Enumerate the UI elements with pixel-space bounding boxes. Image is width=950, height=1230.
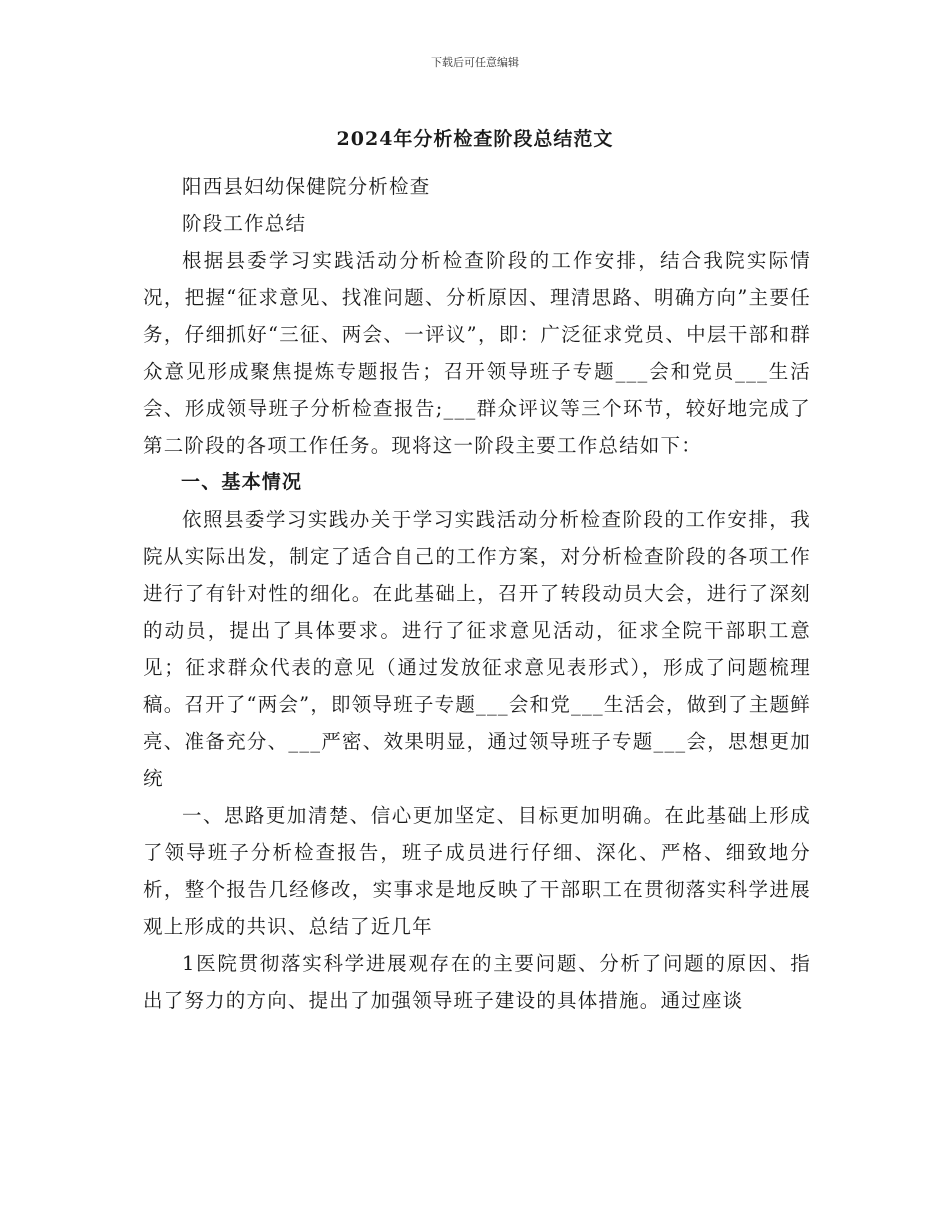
document-body: [143, 168, 811, 1019]
paragraph-subtitle: 阶段工作总结: [182, 212, 307, 235]
paragraph-problems: 1医院贯彻落实科学进展观存在的主要问题、分析了问题的原因、指出了努力的方向、提出了加强领导班子建设的具体措施。通过座谈: [143, 952, 811, 1012]
paragraph-intro: 根据县委学习实践活动分析检查阶段的工作安排，结合我院实际情况，把握“征求意见、找准问题、分析原因、理清思路、明确方向”主要任务，仔细抓好“三征、两会、一评议”，即：广泛征求党员、中层干部和群众意见形成聚焦提炼专题报告；召开领导班子专题___会和党员___生活会、形成领导班子分析检查报告;___群众评议等三个环节，较好地完成了第二阶段的各项工作任务。现将这一阶段主要工作总结如下：: [143, 249, 811, 457]
document-title: 2024年分析检查阶段总结范文: [336, 128, 614, 150]
section-heading-basic: 一、基本情况: [181, 471, 303, 493]
paragraph-basic-situation: 依照县委学习实践办关于学习实践活动分析检查阶段的工作安排，我院从实际出发，制定了适合自己的工作方案，对分析检查阶段的各项工作进行了有针对性的细化。在此基础上，召开了转段动员大会，进行了深刻的动员，提出了具体要求。进行了征求意见活动，征求全院干部职工意见；征求群众代表的意见（通过发放征求意见表形式），形成了问题梳理稿。召开了“两会”，即领导班子专题___会和党___生活会，做到了主题鲜亮、准备充分、___严密、效果明显，通过领导班子专题___会，思想更加统: [143, 508, 811, 790]
paragraph-thinking: 一、思路更加清楚、信心更加坚定、目标更加明确。在此基础上形成了领导班子分析检查报告，班子成员进行仔细、深化、严格、细致地分析，整个报告几经修改，实事求是地反映了干部职工在贯彻落实科学进展观上形成的共识、总结了近几年: [143, 804, 811, 938]
header-note: 下载后可任意编辑: [431, 56, 519, 69]
paragraph-org-name: 阳西县妇幼保健院分析检查: [182, 175, 431, 198]
